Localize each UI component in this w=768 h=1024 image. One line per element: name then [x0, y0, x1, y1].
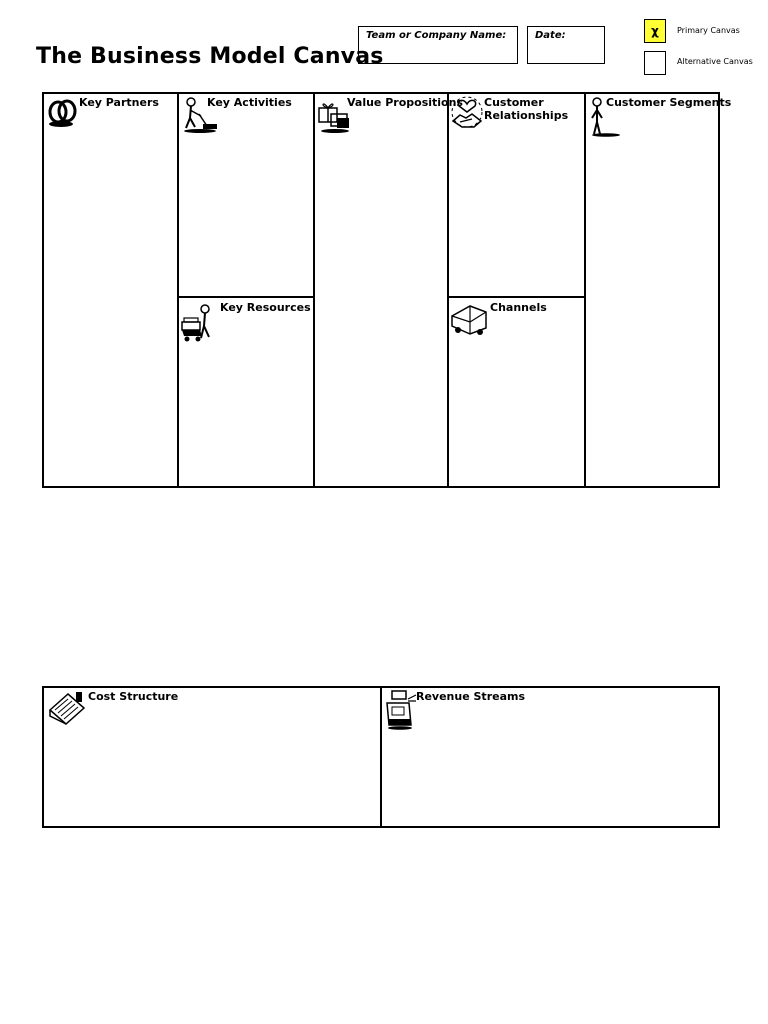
customer-segments-block[interactable] [586, 94, 732, 486]
chain-link-icon [47, 98, 81, 128]
customer-relationships-title-line2: Relationships [484, 109, 569, 122]
primary-canvas-checkbox[interactable] [644, 19, 666, 43]
customer-relationships-block[interactable] [449, 94, 584, 296]
key-resources-block[interactable] [179, 298, 313, 486]
value-propositions-title: Value Propositions [347, 96, 463, 109]
primary-canvas-label: Primary Canvas [677, 26, 740, 35]
worker-with-cart-icon [180, 302, 220, 344]
primary-canvas-mark: χ [651, 24, 659, 38]
key-activities-block[interactable] [179, 94, 313, 296]
channels-block[interactable] [449, 298, 584, 486]
date-label: Date: [535, 30, 566, 41]
page-title: The Business Model Canvas [36, 44, 384, 69]
receipt-paper-icon [46, 690, 88, 726]
customer-relationships-title [484, 96, 568, 122]
cost-structure-block[interactable] [44, 688, 380, 826]
delivery-truck-icon [450, 302, 490, 338]
revenue-streams-title: Revenue Streams [416, 690, 526, 703]
alternative-canvas-label: Alternative Canvas [677, 57, 753, 66]
alternative-canvas-checkbox[interactable] [644, 51, 666, 75]
cost-structure-title: Cost Structure [88, 690, 179, 703]
customer-segments-title: Customer Segments [606, 96, 732, 109]
revenue-streams-block[interactable] [382, 688, 718, 826]
heart-handshake-icon [450, 95, 486, 131]
customer-relationships-title-line1: Customer [484, 96, 544, 109]
team-name-label: Team or Company Name: [366, 30, 507, 41]
date-field[interactable] [527, 26, 605, 64]
key-activities-title: Key Activities [207, 96, 292, 109]
team-name-field[interactable] [358, 26, 518, 64]
key-partners-block[interactable] [44, 94, 177, 486]
key-resources-title: Key Resources [220, 301, 311, 314]
value-propositions-block[interactable] [315, 94, 463, 486]
channels-title: Channels [490, 301, 547, 314]
cash-register-icon [384, 689, 418, 731]
key-partners-title: Key Partners [79, 96, 159, 109]
